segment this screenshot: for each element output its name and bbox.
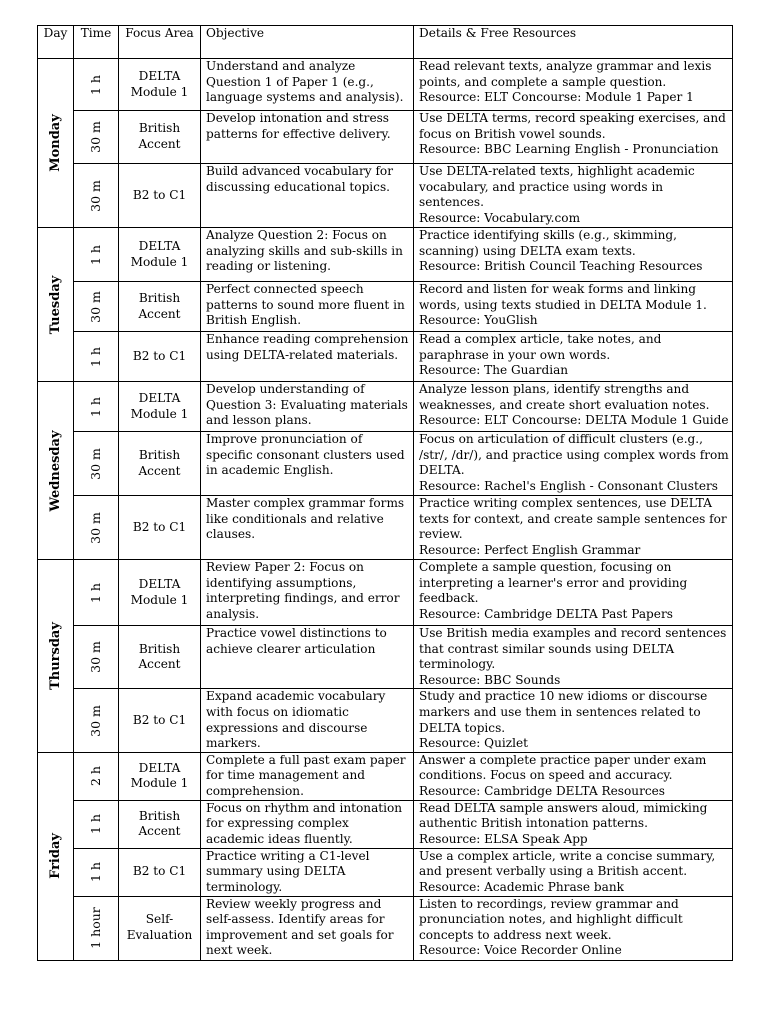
time-cell <box>74 560 119 626</box>
details-text: Record and listen for weak forms and linking words, using texts studied in DELTA Module 1. <box>419 282 707 312</box>
details-text: Practice writing complex sentences, use DELTA texts for context, and create sample sentences for review. <box>419 496 727 542</box>
details-cell <box>414 111 733 164</box>
focus-area-cell: B2 to C1 <box>119 848 201 896</box>
table-row <box>38 59 733 111</box>
day-name: Tuesday <box>47 275 63 334</box>
resource-text: Resource: Cambridge DELTA Past Papers <box>419 606 673 621</box>
details-text: Use a complex article, write a concise summary, and present verbally using a British accent. <box>419 848 716 879</box>
table-row <box>38 432 733 496</box>
details-cell <box>414 228 733 282</box>
details-cell <box>414 496 733 560</box>
details-text: Focus on articulation of difficult clusters (e.g., /str/, /dr/), and practice using complex words from DELTA. <box>419 432 729 478</box>
focus-area-cell: British Accent <box>119 626 201 689</box>
objective-cell: Expand academic vocabulary with focus on idiomatic expressions and discourse markers. <box>201 689 414 752</box>
focus-area-cell: British Accent <box>119 111 201 164</box>
details-text: Listen to recordings, review grammar and pronunciation notes, and highlight difficult concepts to address next week. <box>419 896 683 942</box>
details-cell <box>414 800 733 848</box>
objective-cell: Build advanced vocabulary for discussing educational topics. <box>201 164 414 228</box>
details-text: Practice identifying skills (e.g., skimming, scanning) using DELTA exam texts. <box>419 228 678 258</box>
focus-area-cell: British Accent <box>119 800 201 848</box>
resource-text: Resource: YouGlish <box>419 313 538 328</box>
table-row <box>38 228 733 282</box>
details-cell <box>414 752 733 800</box>
details-cell <box>414 164 733 228</box>
time-cell <box>74 626 119 689</box>
focus-area-cell: Self-Evaluation <box>119 896 201 960</box>
table-row <box>38 626 733 689</box>
table-row <box>38 848 733 896</box>
focus-area-cell: DELTA Module 1 <box>119 59 201 111</box>
table-row <box>38 111 733 164</box>
time-label: 30 m <box>88 290 104 323</box>
objective-cell: Practice writing a C1-level summary using DELTA terminology. <box>201 848 414 896</box>
objective-cell: Develop intonation and stress patterns for effective delivery. <box>201 111 414 164</box>
time-label: 30 m <box>88 511 104 544</box>
time-cell <box>74 111 119 164</box>
time-cell <box>74 848 119 896</box>
resource-text: Resource: Perfect English Grammar <box>419 542 641 557</box>
table-row <box>38 382 733 432</box>
objective-cell: Improve pronunciation of specific consonant clusters used in academic English. <box>201 432 414 496</box>
details-text: Use DELTA terms, record speaking exercises, and focus on British vowel sounds. <box>419 111 726 141</box>
time-label: 1 h <box>88 244 104 265</box>
time-cell <box>74 689 119 752</box>
focus-area-cell: DELTA Module 1 <box>119 560 201 626</box>
resource-text: Resource: ELT Concourse: Module 1 Paper 1 <box>419 90 694 105</box>
resource-text: Resource: ELSA Speak App <box>419 831 588 846</box>
day-cell <box>38 382 74 560</box>
focus-area-cell: DELTA Module 1 <box>119 228 201 282</box>
day-name: Monday <box>47 114 63 172</box>
details-cell <box>414 59 733 111</box>
time-cell <box>74 496 119 560</box>
header-objective: Objective <box>201 26 414 59</box>
time-label: 30 m <box>88 447 104 480</box>
details-text: Analyze lesson plans, identify strengths and weaknesses, and create short evaluation notes. <box>419 382 710 412</box>
objective-cell: Master complex grammar forms like conditionals and relative clauses. <box>201 496 414 560</box>
details-cell <box>414 689 733 752</box>
time-label: 1 h <box>88 814 104 835</box>
details-text: Use DELTA-related texts, highlight academic vocabulary, and practice using words in sentences. <box>419 164 695 210</box>
objective-cell: Develop understanding of Question 3: Evaluating materials and lesson plans. <box>201 382 414 432</box>
day-cell <box>38 752 74 960</box>
resource-text: Resource: The Guardian <box>419 363 569 378</box>
time-cell <box>74 59 119 111</box>
header-focus-area: Focus Area <box>119 26 201 59</box>
table-row <box>38 282 733 332</box>
header-day: Day <box>38 26 74 59</box>
details-cell <box>414 332 733 382</box>
time-cell <box>74 164 119 228</box>
table-row <box>38 332 733 382</box>
details-cell <box>414 432 733 496</box>
resource-text: Resource: Rachel's English - Consonant Clusters <box>419 478 719 493</box>
focus-area-cell: British Accent <box>119 282 201 332</box>
focus-area-cell: B2 to C1 <box>119 496 201 560</box>
time-label: 30 m <box>88 704 104 737</box>
table-row <box>38 752 733 800</box>
objective-cell: Complete a full past exam paper for time management and comprehension. <box>201 752 414 800</box>
time-label: 2 h <box>88 766 104 787</box>
time-cell <box>74 382 119 432</box>
table-row <box>38 560 733 626</box>
focus-area-cell: B2 to C1 <box>119 164 201 228</box>
time-label: 1 h <box>88 582 104 603</box>
table-row <box>38 164 733 228</box>
time-label: 1 hour <box>88 907 104 949</box>
focus-area-cell: B2 to C1 <box>119 689 201 752</box>
details-text: Answer a complete practice paper under exam conditions. Focus on speed and accuracy. <box>419 752 707 783</box>
time-label: 1 h <box>88 396 104 417</box>
details-text: Complete a sample question, focusing on interpreting a learner's error and providing feedback. <box>419 560 688 606</box>
resource-text: Resource: Quizlet <box>419 736 528 751</box>
time-cell <box>74 332 119 382</box>
day-name: Friday <box>47 833 63 880</box>
objective-cell: Review Paper 2: Focus on identifying assumptions, interpreting findings, and error analysis. <box>201 560 414 626</box>
header-row <box>38 26 733 59</box>
time-label: 1 h <box>88 346 104 367</box>
resource-text: Resource: Cambridge DELTA Resources <box>419 783 665 798</box>
day-name: Wednesday <box>47 429 63 512</box>
objective-cell: Enhance reading comprehension using DELTA-related materials. <box>201 332 414 382</box>
time-cell <box>74 752 119 800</box>
day-cell <box>38 560 74 753</box>
details-text: Read DELTA sample answers aloud, mimicking authentic British intonation patterns. <box>419 800 708 831</box>
table-row <box>38 800 733 848</box>
time-label: 1 h <box>88 74 104 95</box>
details-cell <box>414 382 733 432</box>
details-text: Read relevant texts, analyze grammar and lexis points, and complete a sample question. <box>419 59 712 89</box>
details-cell <box>414 626 733 689</box>
details-cell <box>414 848 733 896</box>
focus-area-cell: DELTA Module 1 <box>119 382 201 432</box>
objective-cell: Perfect connected speech patterns to sound more fluent in British English. <box>201 282 414 332</box>
objective-cell: Analyze Question 2: Focus on analyzing skills and sub-skills in reading or listening. <box>201 228 414 282</box>
time-label: 30 m <box>88 179 104 212</box>
focus-area-cell: B2 to C1 <box>119 332 201 382</box>
table-row <box>38 896 733 960</box>
resource-text: Resource: Academic Phrase bank <box>419 879 624 894</box>
header-time: Time <box>74 26 119 59</box>
details-cell <box>414 896 733 960</box>
resource-text: Resource: BBC Learning English - Pronunciation <box>419 142 719 157</box>
time-cell <box>74 432 119 496</box>
time-label: 30 m <box>88 121 104 153</box>
details-text: Study and practice 10 new idioms or discourse markers and use them in sentences related to DELTA topics. <box>419 689 708 735</box>
objective-cell: Practice vowel distinctions to achieve clearer articulation <box>201 626 414 689</box>
day-cell <box>38 59 74 228</box>
objective-cell: Understand and analyze Question 1 of Paper 1 (e.g., language systems and analysis). <box>201 59 414 111</box>
day-cell <box>38 228 74 382</box>
time-cell <box>74 282 119 332</box>
objective-cell: Focus on rhythm and intonation for expressing complex academic ideas fluently. <box>201 800 414 848</box>
resource-text: Resource: British Council Teaching Resources <box>419 259 703 274</box>
resource-text: Resource: Voice Recorder Online <box>419 943 622 958</box>
time-label: 1 h <box>88 862 104 883</box>
details-text: Read a complex article, take notes, and paraphrase in your own words. <box>419 332 662 362</box>
focus-area-cell: British Accent <box>119 432 201 496</box>
header-details: Details & Free Resources <box>414 26 733 59</box>
resource-text: Resource: ELT Concourse: DELTA Module 1 Guide <box>419 413 729 428</box>
time-cell <box>74 228 119 282</box>
time-cell <box>74 800 119 848</box>
time-cell <box>74 896 119 960</box>
details-text: Use British media examples and record sentences that contrast similar sounds using DELTA terminology. <box>419 626 727 672</box>
focus-area-cell: DELTA Module 1 <box>119 752 201 800</box>
study-schedule-table <box>37 25 733 961</box>
resource-text: Resource: Vocabulary.com <box>419 210 581 225</box>
table-row <box>38 689 733 752</box>
time-label: 30 m <box>88 641 104 674</box>
table-row <box>38 496 733 560</box>
day-name: Thursday <box>47 621 63 690</box>
resource-text: Resource: BBC Sounds <box>419 672 561 687</box>
details-cell <box>414 282 733 332</box>
objective-cell: Review weekly progress and self-assess. Identify areas for improvement and set goals for next week. <box>201 896 414 960</box>
details-cell <box>414 560 733 626</box>
